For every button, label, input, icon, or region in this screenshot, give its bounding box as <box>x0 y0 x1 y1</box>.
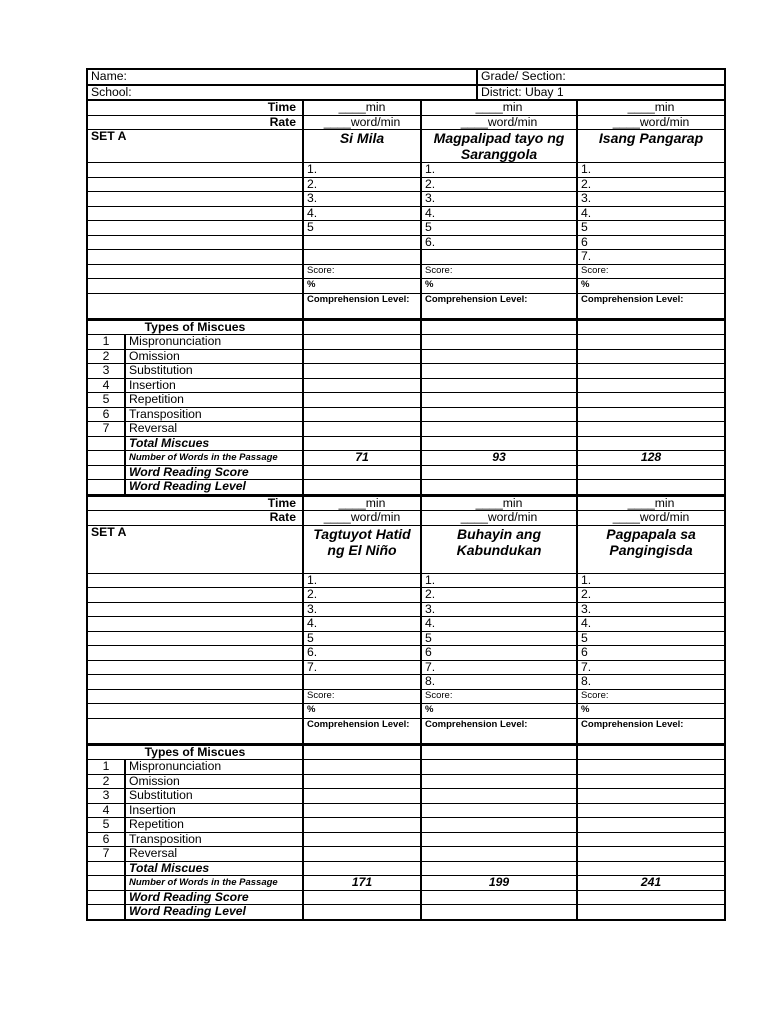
question-number[interactable]: 5 <box>577 221 725 236</box>
word-reading-level-label: Word Reading Level <box>125 480 303 496</box>
total-miscues-field[interactable] <box>577 861 725 876</box>
passage-title: Si Mila <box>303 130 421 163</box>
miscue-count-field[interactable] <box>303 847 421 862</box>
assessment-table <box>86 68 726 921</box>
question-number[interactable]: 4. <box>577 206 725 221</box>
miscue-type: Reversal <box>125 422 303 437</box>
blank-cell <box>87 221 303 236</box>
question-number[interactable]: 4. <box>421 206 577 221</box>
miscue-type: Omission <box>125 774 303 789</box>
miscue-type: Insertion <box>125 378 303 393</box>
question-number[interactable]: 5 <box>303 631 421 646</box>
blank-cell <box>87 905 125 920</box>
miscue-type: Repetition <box>125 818 303 833</box>
blank-cell <box>87 602 303 617</box>
percent-field[interactable]: % <box>577 279 725 294</box>
miscue-count-field[interactable] <box>577 818 725 833</box>
miscue-count-field[interactable] <box>303 789 421 804</box>
word-reading-level-field[interactable] <box>303 905 421 920</box>
miscue-count-field[interactable] <box>303 774 421 789</box>
miscue-count-field[interactable] <box>421 803 577 818</box>
words-in-passage-value: 241 <box>577 876 725 891</box>
score-field[interactable]: Score: <box>303 689 421 704</box>
blank-cell <box>87 451 125 466</box>
word-reading-score-label: Word Reading Score <box>125 890 303 905</box>
miscue-number: 3 <box>87 789 125 804</box>
set-label: SET A <box>87 130 303 163</box>
question-number[interactable]: 1. <box>303 163 421 178</box>
question-number[interactable]: 2. <box>303 588 421 603</box>
words-in-passage-value: 93 <box>421 451 577 466</box>
miscue-count-field[interactable] <box>421 422 577 437</box>
miscue-type: Substitution <box>125 364 303 379</box>
miscue-count-field[interactable] <box>577 803 725 818</box>
words-in-passage-value: 71 <box>303 451 421 466</box>
blank-cell <box>87 235 303 250</box>
total-miscues-label: Total Miscues <box>125 436 303 451</box>
question-number[interactable]: 1. <box>303 573 421 588</box>
question-number[interactable]: 1. <box>421 163 577 178</box>
blank-cell <box>87 573 303 588</box>
miscue-type: Reversal <box>125 847 303 862</box>
words-in-passage-label: Number of Words in the Passage <box>125 451 303 466</box>
blank-cell <box>421 319 577 335</box>
rate-field[interactable]: ____word/min <box>303 511 421 526</box>
question-number[interactable]: 3. <box>303 602 421 617</box>
word-reading-level-field[interactable] <box>577 905 725 920</box>
blank-cell <box>303 744 421 760</box>
time-field[interactable]: ____min <box>421 495 577 511</box>
miscue-count-field[interactable] <box>421 847 577 862</box>
miscue-count-field[interactable] <box>303 803 421 818</box>
rate-field[interactable]: ____word/min <box>577 115 725 130</box>
word-reading-level-field[interactable] <box>303 480 421 496</box>
question-number[interactable]: 3. <box>421 602 577 617</box>
miscue-count-field[interactable] <box>421 760 577 775</box>
blank-cell <box>87 436 125 451</box>
miscue-number: 6 <box>87 832 125 847</box>
question-number[interactable] <box>303 235 421 250</box>
question-number[interactable]: 2. <box>421 588 577 603</box>
score-field[interactable]: Score: <box>421 689 577 704</box>
miscue-type: Mispronunciation <box>125 335 303 350</box>
comprehension-level-field[interactable]: Comprehension Level: <box>303 718 421 744</box>
word-reading-level-field[interactable] <box>421 905 577 920</box>
words-in-passage-value: 171 <box>303 876 421 891</box>
miscue-count-field[interactable] <box>421 774 577 789</box>
miscues-title: Types of Miscues <box>87 744 303 760</box>
total-miscues-label: Total Miscues <box>125 861 303 876</box>
reading-assessment-sheet <box>86 68 724 921</box>
miscue-type: Transposition <box>125 407 303 422</box>
miscue-count-field[interactable] <box>577 335 725 350</box>
blank-cell <box>87 617 303 632</box>
passage-title: Isang Pangarap <box>577 130 725 163</box>
miscue-count-field[interactable] <box>421 407 577 422</box>
blank-cell <box>87 704 303 719</box>
miscue-number: 5 <box>87 818 125 833</box>
miscue-count-field[interactable] <box>303 335 421 350</box>
word-reading-level-label: Word Reading Level <box>125 905 303 920</box>
miscue-type: Insertion <box>125 803 303 818</box>
blank-cell <box>87 631 303 646</box>
score-field[interactable]: Score: <box>421 264 577 279</box>
set-label: SET A <box>87 525 303 573</box>
blank-cell <box>87 660 303 675</box>
miscue-number: 7 <box>87 422 125 437</box>
comprehension-level-field[interactable]: Comprehension Level: <box>421 293 577 319</box>
question-number[interactable]: 1. <box>421 573 577 588</box>
word-reading-score-field[interactable] <box>303 890 421 905</box>
miscue-count-field[interactable] <box>577 364 725 379</box>
miscue-type: Transposition <box>125 832 303 847</box>
miscue-count-field[interactable] <box>303 818 421 833</box>
miscue-count-field[interactable] <box>577 393 725 408</box>
miscue-count-field[interactable] <box>577 378 725 393</box>
blank-cell <box>577 319 725 335</box>
miscue-number: 7 <box>87 847 125 862</box>
question-number[interactable]: 8. <box>577 675 725 690</box>
miscue-count-field[interactable] <box>421 349 577 364</box>
miscue-number: 1 <box>87 760 125 775</box>
miscue-count-field[interactable] <box>303 832 421 847</box>
percent-field[interactable]: % <box>577 704 725 719</box>
question-number[interactable]: 3. <box>577 192 725 207</box>
total-miscues-field[interactable] <box>577 436 725 451</box>
passage-title: Magpalipad tayo ng Saranggola <box>421 130 577 163</box>
total-miscues-field[interactable] <box>421 861 577 876</box>
question-number[interactable]: 7. <box>577 250 725 265</box>
words-in-passage-value: 199 <box>421 876 577 891</box>
passage-title: Buhayin ang Kabundukan <box>421 525 577 573</box>
question-number[interactable]: 5 <box>421 631 577 646</box>
blank-cell <box>87 480 125 496</box>
miscue-count-field[interactable] <box>303 422 421 437</box>
question-number[interactable]: 6 <box>421 646 577 661</box>
miscue-number: 2 <box>87 349 125 364</box>
question-number[interactable]: 3. <box>577 602 725 617</box>
score-field[interactable]: Score: <box>303 264 421 279</box>
blank-cell <box>87 192 303 207</box>
question-number[interactable]: 4. <box>577 617 725 632</box>
comprehension-level-field[interactable]: Comprehension Level: <box>577 293 725 319</box>
blank-cell <box>87 718 303 744</box>
blank-cell <box>87 646 303 661</box>
name-field[interactable]: Name: <box>87 69 477 85</box>
rate-label: Rate <box>87 115 303 130</box>
miscue-count-field[interactable] <box>577 774 725 789</box>
blank-cell <box>87 250 303 265</box>
total-miscues-field[interactable] <box>421 436 577 451</box>
time-field[interactable]: ____min <box>577 495 725 511</box>
question-number[interactable]: 1. <box>577 573 725 588</box>
miscue-number: 1 <box>87 335 125 350</box>
blank-cell <box>421 744 577 760</box>
question-number[interactable]: 8. <box>421 675 577 690</box>
word-reading-score-field[interactable] <box>421 465 577 480</box>
total-miscues-field[interactable] <box>303 436 421 451</box>
miscue-count-field[interactable] <box>577 847 725 862</box>
question-number[interactable] <box>303 675 421 690</box>
district-field: District: Ubay 1 <box>477 85 725 101</box>
miscue-number: 4 <box>87 803 125 818</box>
miscue-number: 6 <box>87 407 125 422</box>
blank-cell <box>87 264 303 279</box>
miscue-number: 2 <box>87 774 125 789</box>
question-number[interactable]: 1. <box>577 163 725 178</box>
blank-cell <box>87 177 303 192</box>
time-field[interactable]: ____min <box>577 100 725 115</box>
passage-title: Pagpapala sa Pangingisda <box>577 525 725 573</box>
rate-field[interactable]: ____word/min <box>303 115 421 130</box>
miscue-count-field[interactable] <box>577 832 725 847</box>
miscue-type: Omission <box>125 349 303 364</box>
percent-field[interactable]: % <box>303 279 421 294</box>
miscue-count-field[interactable] <box>421 818 577 833</box>
miscue-type: Mispronunciation <box>125 760 303 775</box>
question-number[interactable]: 2. <box>577 177 725 192</box>
question-number[interactable] <box>303 250 421 265</box>
percent-field[interactable]: % <box>421 279 577 294</box>
blank-cell <box>87 675 303 690</box>
question-number[interactable]: 7. <box>421 660 577 675</box>
question-number[interactable]: 3. <box>421 192 577 207</box>
comprehension-level-field[interactable]: Comprehension Level: <box>421 718 577 744</box>
miscue-count-field[interactable] <box>303 349 421 364</box>
blank-cell <box>303 319 421 335</box>
grade-section-field[interactable]: Grade/ Section: <box>477 69 725 85</box>
blank-cell <box>87 465 125 480</box>
miscues-title: Types of Miscues <box>87 319 303 335</box>
school-field[interactable]: School: <box>87 85 477 101</box>
rate-label: Rate <box>87 511 303 526</box>
words-in-passage-value: 128 <box>577 451 725 466</box>
miscue-count-field[interactable] <box>421 832 577 847</box>
miscue-count-field[interactable] <box>421 364 577 379</box>
blank-cell <box>577 744 725 760</box>
miscue-count-field[interactable] <box>577 760 725 775</box>
word-reading-score-field[interactable] <box>421 890 577 905</box>
blank-cell <box>87 689 303 704</box>
miscue-count-field[interactable] <box>577 789 725 804</box>
question-number[interactable]: 5 <box>421 221 577 236</box>
time-field[interactable]: ____min <box>421 100 577 115</box>
word-reading-level-field[interactable] <box>421 480 577 496</box>
miscue-number: 4 <box>87 378 125 393</box>
percent-field[interactable]: % <box>421 704 577 719</box>
score-field[interactable]: Score: <box>577 264 725 279</box>
rate-field[interactable]: ____word/min <box>421 115 577 130</box>
question-number[interactable]: 6. <box>303 646 421 661</box>
question-number[interactable]: 4. <box>303 617 421 632</box>
miscue-count-field[interactable] <box>421 335 577 350</box>
blank-cell <box>87 861 125 876</box>
question-number[interactable]: 5 <box>577 631 725 646</box>
comprehension-level-field[interactable]: Comprehension Level: <box>577 718 725 744</box>
word-reading-score-field[interactable] <box>577 890 725 905</box>
blank-cell <box>87 876 125 891</box>
time-field[interactable]: ____min <box>303 100 421 115</box>
blank-cell <box>87 293 303 319</box>
comprehension-level-field[interactable]: Comprehension Level: <box>303 293 421 319</box>
miscue-count-field[interactable] <box>303 364 421 379</box>
score-field[interactable]: Score: <box>577 689 725 704</box>
blank-cell <box>87 163 303 178</box>
words-in-passage-label: Number of Words in the Passage <box>125 876 303 891</box>
time-label: Time <box>87 100 303 115</box>
time-field[interactable]: ____min <box>303 495 421 511</box>
question-number[interactable]: 7. <box>303 660 421 675</box>
miscue-number: 3 <box>87 364 125 379</box>
miscue-count-field[interactable] <box>421 393 577 408</box>
total-miscues-field[interactable] <box>303 861 421 876</box>
word-reading-score-field[interactable] <box>577 465 725 480</box>
passage-title: Tagtuyot Hatid ng El Niño <box>303 525 421 573</box>
miscue-count-field[interactable] <box>303 760 421 775</box>
question-number[interactable]: 6 <box>577 235 725 250</box>
miscue-count-field[interactable] <box>577 349 725 364</box>
question-number[interactable]: 2. <box>421 177 577 192</box>
word-reading-score-label: Word Reading Score <box>125 465 303 480</box>
blank-cell <box>87 588 303 603</box>
question-number[interactable]: 5 <box>303 221 421 236</box>
miscue-count-field[interactable] <box>577 407 725 422</box>
miscue-count-field[interactable] <box>421 789 577 804</box>
blank-cell <box>87 206 303 221</box>
miscue-count-field[interactable] <box>577 422 725 437</box>
question-number[interactable]: 4. <box>303 206 421 221</box>
word-reading-score-field[interactable] <box>303 465 421 480</box>
miscue-count-field[interactable] <box>421 378 577 393</box>
rate-field[interactable]: ____word/min <box>577 511 725 526</box>
question-number[interactable] <box>421 250 577 265</box>
question-number[interactable]: 6. <box>421 235 577 250</box>
question-number[interactable]: 7. <box>577 660 725 675</box>
word-reading-level-field[interactable] <box>577 480 725 496</box>
blank-cell <box>87 279 303 294</box>
miscue-type: Substitution <box>125 789 303 804</box>
question-number[interactable]: 6 <box>577 646 725 661</box>
time-label: Time <box>87 495 303 511</box>
miscue-number: 5 <box>87 393 125 408</box>
question-number[interactable]: 2. <box>303 177 421 192</box>
miscue-count-field[interactable] <box>303 407 421 422</box>
percent-field[interactable]: % <box>303 704 421 719</box>
question-number[interactable]: 2. <box>577 588 725 603</box>
miscue-count-field[interactable] <box>303 393 421 408</box>
rate-field[interactable]: ____word/min <box>421 511 577 526</box>
blank-cell <box>87 890 125 905</box>
question-number[interactable]: 3. <box>303 192 421 207</box>
miscue-count-field[interactable] <box>303 378 421 393</box>
question-number[interactable]: 4. <box>421 617 577 632</box>
miscue-type: Repetition <box>125 393 303 408</box>
